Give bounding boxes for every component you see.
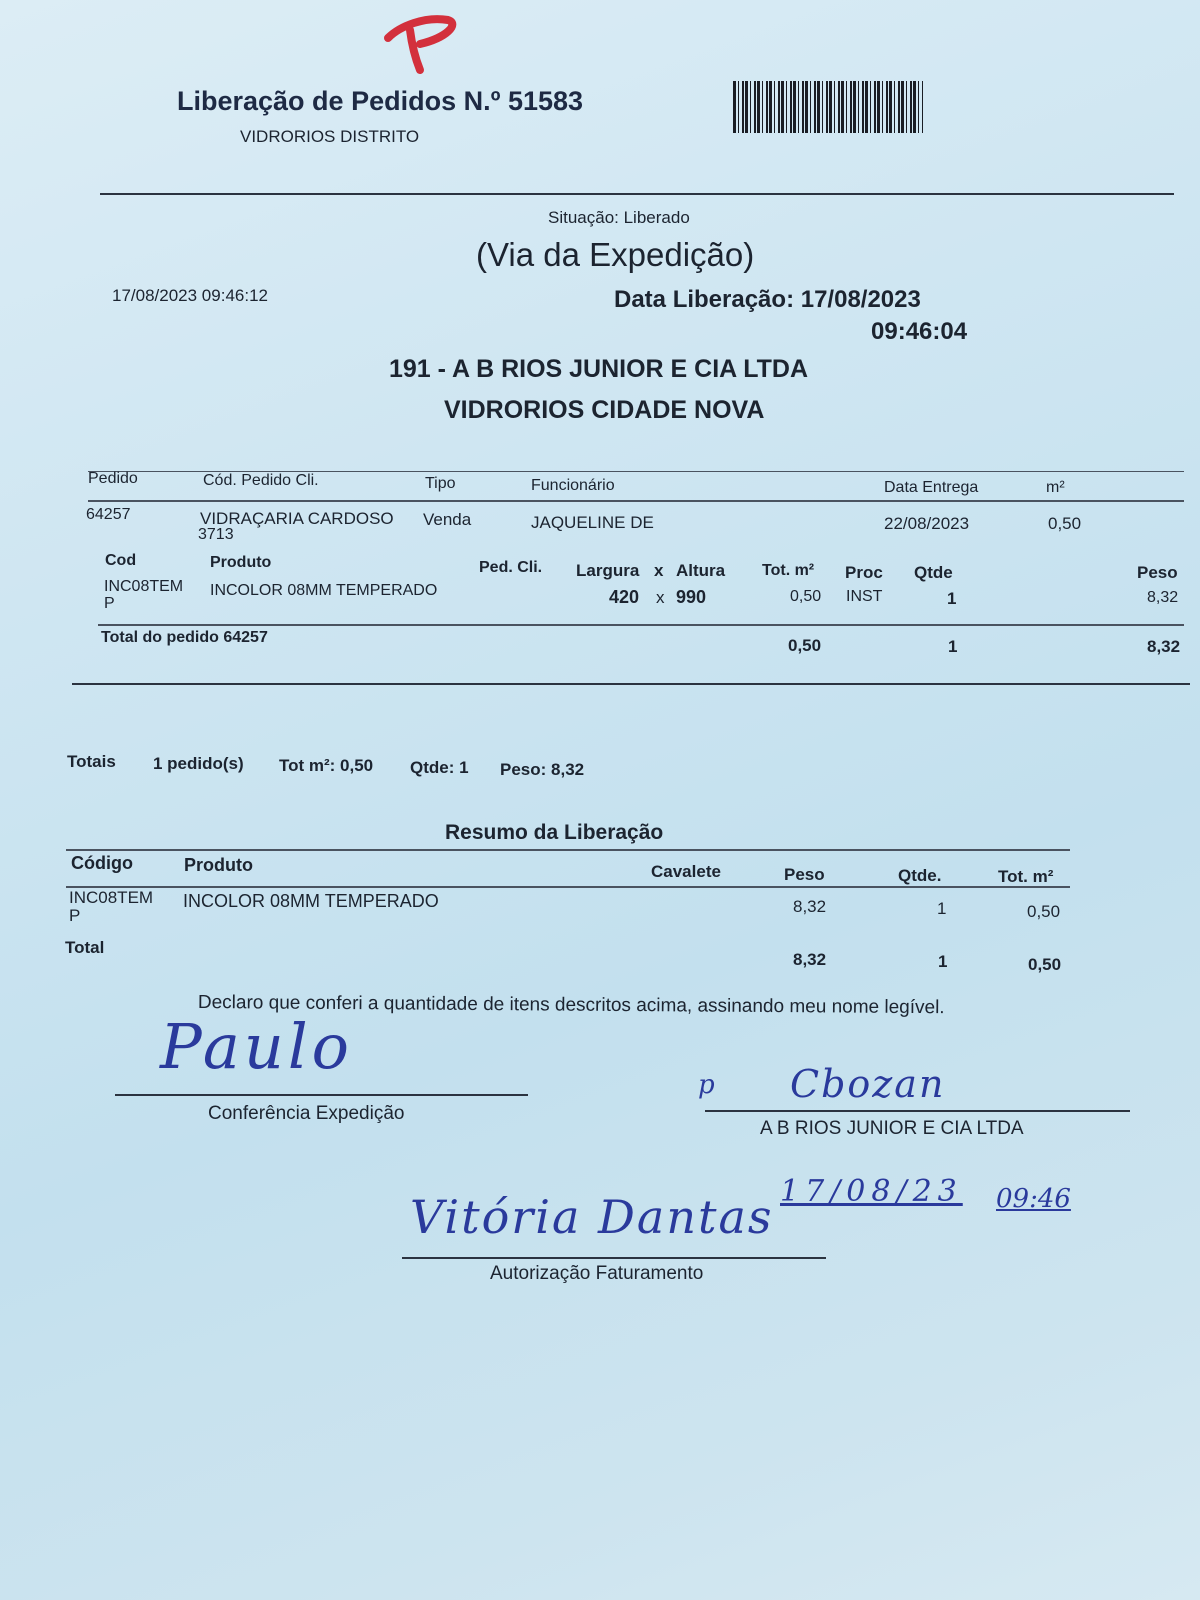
item-header-produto: Produto — [210, 554, 272, 571]
handwritten-date: 17/08/23 — [780, 1174, 963, 1209]
summary-code-2: P — [69, 906, 81, 925]
summary-header-codigo: Código — [71, 853, 133, 873]
item-tot-m2: 0,50 — [790, 588, 822, 605]
item-header-qtde: Qtde — [914, 563, 953, 582]
declaration-text: Declaro que conferi a quantidade de itens descritos acima, assinando meu nome legível. — [197, 992, 945, 1019]
issuer-name: VIDRORIOS DISTRITO — [240, 127, 420, 146]
item-height: 990 — [676, 587, 707, 607]
summary-header-tot-m2: Tot. m² — [998, 867, 1054, 886]
col-header-m2: m² — [1046, 479, 1065, 496]
summary-tot-m2: 0,50 — [1027, 902, 1061, 921]
summary-total-m2: 0,50 — [1028, 955, 1062, 974]
customer-name: 191 - A B RIOS JUNIOR E CIA LTDA — [389, 355, 809, 383]
conferencia-label: Conferência Expedição — [208, 1103, 405, 1124]
item-peso: 8,32 — [1147, 589, 1179, 606]
summary-total-qtde: 1 — [938, 952, 948, 971]
order-total-qtde: 1 — [948, 637, 958, 656]
item-code-2: P — [104, 595, 115, 612]
summary-total-weight: 8,32 — [793, 950, 827, 969]
item-width: 420 — [609, 587, 640, 607]
item-header-tot-m2: Tot. m² — [762, 562, 815, 579]
summary-header-rule — [66, 886, 1070, 888]
order-type: Venda — [423, 510, 472, 529]
summary-header-qtde: Qtde. — [898, 866, 942, 885]
totals-orders: 1 pedido(s) — [153, 754, 244, 773]
item-header-largura: Largura — [576, 561, 640, 580]
handwritten-p-mark — [380, 8, 480, 76]
order-client-code: VIDRAÇARIA CARDOSO — [200, 509, 394, 528]
totals-m2: Tot m²: 0,50 — [279, 756, 374, 775]
summary-header-cavalete: Cavalete — [651, 862, 721, 881]
conferencia-signature-line — [115, 1094, 528, 1096]
col-header-funcionario: Funcionário — [531, 477, 615, 494]
barcode — [733, 81, 923, 133]
client-signature: Cbozan — [790, 1062, 946, 1106]
totals-label: Totais — [67, 752, 116, 771]
order-number: 64257 — [86, 506, 131, 523]
handwritten-time: 09:46 — [996, 1184, 1071, 1214]
autorizacao-signature-line — [402, 1257, 826, 1259]
summary-header-peso: Peso — [784, 865, 825, 884]
item-header-x: x — [654, 561, 664, 580]
totals-weight: Peso: 8,32 — [500, 760, 585, 779]
status-text: Situação: Liberado — [548, 208, 690, 227]
col-header-pedido: Pedido — [88, 470, 138, 487]
item-header-proc: Proc — [845, 563, 883, 582]
item-product: INCOLOR 08MM TEMPERADO — [210, 582, 438, 599]
summary-total-label: Total — [65, 938, 105, 957]
summary-qtde: 1 — [937, 899, 947, 918]
printed-timestamp: 17/08/2023 09:46:12 — [112, 286, 268, 305]
order-employee: JAQUELINE DE — [531, 513, 654, 532]
release-time: 09:46:04 — [871, 318, 968, 345]
order-client-code-2: 3713 — [198, 526, 234, 543]
col-header-tipo: Tipo — [425, 475, 456, 492]
conferencia-signature: Paulo — [160, 1010, 353, 1083]
order-m2: 0,50 — [1048, 514, 1082, 533]
item-qtde: 1 — [947, 589, 957, 608]
col-header-cod-cli: Cód. Pedido Cli. — [203, 472, 319, 489]
summary-top-rule — [66, 849, 1070, 851]
client-signature-line — [705, 1110, 1130, 1112]
order-total-label: Total do pedido 64257 — [101, 629, 268, 646]
summary-header-produto: Produto — [184, 855, 253, 875]
item-header-cod: Cod — [105, 552, 137, 569]
summary-title: Resumo da Liberação — [445, 821, 664, 844]
order-table-header-rule — [88, 500, 1184, 502]
order-delivery-date: 22/08/2023 — [884, 514, 970, 533]
header-divider — [100, 193, 1174, 195]
client-signature-prefix: p — [698, 1070, 715, 1100]
client-label: A B RIOS JUNIOR E CIA LTDA — [760, 1118, 1024, 1139]
document-title: Liberação de Pedidos N.º 51583 — [177, 86, 584, 116]
autorizacao-label: Autorização Faturamento — [490, 1263, 704, 1284]
autorizacao-signature: Vitória Dantas — [410, 1190, 774, 1244]
item-proc: INST — [846, 588, 883, 605]
summary-product: INCOLOR 08MM TEMPERADO — [183, 891, 439, 911]
copy-label: (Via da Expedição) — [476, 236, 755, 273]
item-header-peso: Peso — [1137, 563, 1178, 582]
order-total-m2: 0,50 — [788, 636, 822, 655]
summary-weight: 8,32 — [793, 897, 827, 916]
item-header-altura: Altura — [676, 561, 726, 580]
order-total-peso: 8,32 — [1147, 637, 1181, 656]
release-date: Data Liberação: 17/08/2023 — [614, 286, 921, 313]
item-x: x — [656, 588, 665, 607]
order-table-bottom-rule — [72, 683, 1190, 685]
item-header-ped-cli: Ped. Cli. — [479, 559, 543, 576]
customer-branch: VIDRORIOS CIDADE NOVA — [444, 396, 765, 424]
order-total-rule — [98, 624, 1184, 626]
item-code: INC08TEM — [104, 578, 184, 595]
col-header-data-entrega: Data Entrega — [884, 479, 979, 496]
summary-code: INC08TEM — [69, 888, 154, 907]
totals-qtde: Qtde: 1 — [410, 758, 469, 777]
